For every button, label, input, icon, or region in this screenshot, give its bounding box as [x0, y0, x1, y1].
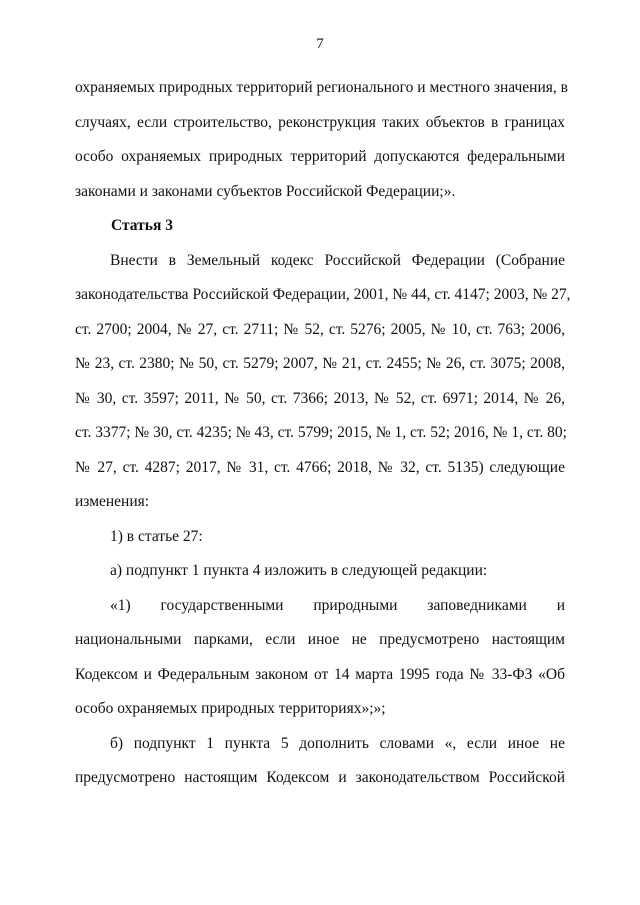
text-line: национальными парками, если иное не предусмотрено настоящим	[75, 631, 565, 648]
text-line: № 27, ст. 4287; 2017, № 31, ст. 4766; 2018, № 32, ст. 5135) следующие	[75, 458, 565, 476]
text-line: случаях, если строительство, реконструкция таких объектов в границах	[75, 113, 565, 131]
document-body	[75, 71, 571, 796]
quoted-amendment	[75, 589, 565, 727]
text-line: особо охраняемых природных территориях»;»;	[75, 700, 386, 717]
text-line: Внести в Земельный кодекс Российской Федерации (Собрание	[110, 251, 565, 269]
text-line: охраняемых природных территорий регионального и местного значения, в	[75, 79, 568, 96]
text-line: законодательства Российской Федерации, 2001, № 44, ст. 4147; 2003, № 27,	[75, 286, 571, 303]
item-b	[75, 727, 565, 796]
continuation-paragraph	[75, 71, 568, 209]
item-a: а) подпункт 1 пункта 4 изложить в следующей редакции:	[110, 562, 488, 579]
text-line: б) подпункт 1 пункта 5 дополнить словами «, если иное не	[110, 734, 565, 752]
text-line: законами и законами субъектов Российской Федерации;».	[75, 182, 456, 200]
text-line: изменения:	[75, 493, 150, 510]
text-line: ст. 2700; 2004, № 27, ст. 2711; № 52, ст. 5276; 2005, № 10, ст. 763; 2006,	[75, 320, 565, 338]
text-line: предусмотрено настоящим Кодексом и законодательством Российской	[75, 769, 565, 786]
text-line: «1) государственными природными заповедниками и	[110, 596, 565, 614]
item-1: 1) в статье 27:	[110, 527, 203, 545]
text-line: № 23, ст. 2380; № 50, ст. 5279; 2007, № 21, ст. 2455; № 26, ст. 3075; 2008,	[75, 355, 565, 372]
article-heading: Статья 3	[111, 217, 173, 234]
article-paragraph	[75, 244, 571, 520]
text-line: ст. 3377; № 30, ст. 4235; № 43, ст. 5799; 2015, № 1, ст. 52; 2016, № 1, ст. 80;	[75, 424, 567, 441]
text-line: № 30, ст. 3597; 2011, № 50, ст. 7366; 2013, № 52, ст. 6971; 2014, № 26,	[75, 389, 565, 407]
text-line: особо охраняемых природных территорий допускаются федеральными	[75, 148, 565, 165]
text-line: Кодексом и Федеральным законом от 14 марта 1995 года № 33-ФЗ «Об	[75, 665, 565, 683]
page-number: 7	[316, 36, 324, 52]
